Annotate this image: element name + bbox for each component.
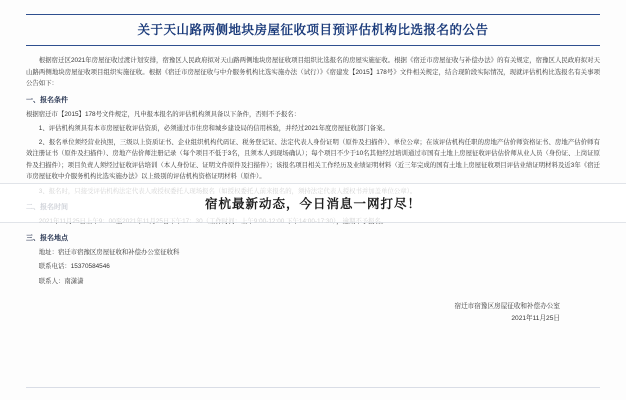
contact-person: 联系人：南潇潇 (38, 277, 84, 285)
registration-address: 地址：宿迁市宿豫区房屋征收和补偿办公室征收科 (38, 248, 180, 256)
document-body (26, 55, 600, 287)
intro-paragraph: 根据宿迁区2021年房屋征收过渡计划安排，宿豫区人民政府拟对天山路两侧地块房屋征收项目组织比选报名的房屋实施征收。根据《宿迁市房屋征收与补偿办法》的有关规定，宿豫区人民政府拟对天山路两侧地块房屋征收项目组织实施征收。根据《宿迁市房屋征收与中介服务机构比选实施办法（试行）》《宿建发【2015】178号》文件相关规定，结合现阶段实际情况，现就评估机构比选报名有关事项公告如下： (26, 57, 600, 87)
issue-date: 2021年11月25日 (511, 315, 560, 323)
issuing-organization: 宿迁市宿豫区房屋征收和补偿办公室 (454, 303, 560, 311)
bottom-divider (26, 387, 600, 388)
page-title: 关于天山路两侧地块房屋征收项目预评估机构比选报名的公告 (137, 23, 489, 37)
document-title-bar (26, 14, 600, 46)
section-heading-location: 三、报名地点 (26, 234, 68, 242)
contact-phone: 联系电话：15370584546 (38, 263, 110, 271)
list-item: 2、报名单位须经营业执照，三级以上资质证书、企业组织机构代码证、税务登记证、法定代表人身份证明（原件及扫描件）、单位公章；在该评估机构任职的房地产估价师资格证书、房地产估价师有效注册证书（原件及扫描件）、房地产估价师注册记录（每个项目不低于3名，且须本人到现场确认）；每个项目不少于10名其他经过培训通过市国有土地上房屋征收评估估价师从业人员（身份证、上岗证原件及扫描件）；项目负责人须经过征收评估培训（本人身份证、证明文件原件及扫描件）；该报名项目相关工作经历及业绩证明材料（近三年完成的国有土地上房屋征收项目评估业绩证明材料及近3年《宿迁市房屋征收中介服务机构比选实施办法》以上级别的评估机构资格证明材料（原件）。 (26, 138, 600, 181)
overlay-banner (0, 183, 626, 223)
signature-block (0, 301, 600, 325)
overlay-headline: 宿杭最新动态，今日消息一网打尽！ (204, 197, 421, 211)
list-item: 1、评估机构须具有本市房屋征收评估资质，必须通过市住房和城乡建设局的信用核验，并经过2021年度房屋征收部门备案。 (38, 124, 389, 132)
section-subhead-conditions: 根据宿迁市【2015】178号文件规定，凡申报本报名的评估机构须具备以下条件，否则不予报名： (26, 110, 301, 118)
section-heading-conditions: 一、报名条件 (26, 96, 68, 104)
